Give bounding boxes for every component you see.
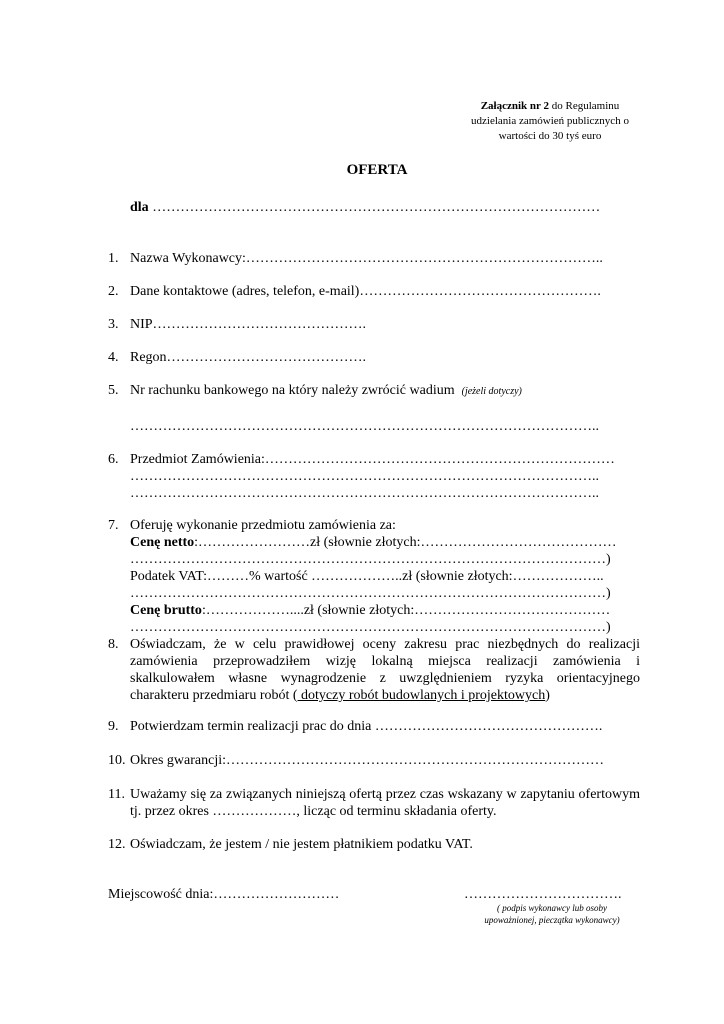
contact-details-field[interactable]: Dane kontaktowe (adres, telefon, e-mail)……………………………………………. bbox=[130, 284, 601, 299]
site-inspection-text: Oświadczam, że w celu prawidłowej oceny zakresu prac niezbędnych do realizacji zamówienia przeprowadziłem wizję lokalną miejsca realizacji zamówienia i skalkulowałem własne wynagrodzenie z uwzględnieniem ryzyka orientacyjnego charakteru przedmiaru robót ( bbox=[130, 637, 640, 703]
price-offer-label: Oferuję wykonanie przedmiotu zamówienia za: bbox=[130, 518, 396, 533]
site-inspection-end: ) bbox=[545, 688, 550, 703]
document-title: OFERTA bbox=[346, 162, 408, 178]
annex-regulation: do Regulaminu bbox=[548, 100, 620, 112]
place-date-field[interactable]: Miejscowość dnia:……………………… bbox=[108, 887, 340, 902]
order-subject-field[interactable]: Przedmiot Zamówienia:………………………………………………………………… bbox=[130, 452, 615, 467]
gross-price-words-field[interactable]: …………………………………………………………………………………………) bbox=[130, 620, 611, 635]
gross-price-dots: :………………....zł (słownie złotych:…………………………………… bbox=[201, 603, 611, 618]
signature-note-line-2: upoważnionej, pieczątka wykonawcy) bbox=[484, 915, 620, 925]
item-6-number: 6. bbox=[108, 452, 119, 467]
item-9-number: 9. bbox=[108, 719, 119, 734]
annex-line-2: udzielania zamówień publicznych o bbox=[471, 115, 629, 127]
nip-field[interactable]: NIP………………………………………. bbox=[130, 317, 367, 332]
recipient-line[interactable] bbox=[130, 199, 600, 217]
net-price-label: Cenę netto bbox=[130, 535, 195, 550]
warranty-field[interactable]: Okres gwarancji:……………………………………………………………………… bbox=[130, 753, 605, 768]
signature-field[interactable]: ……………………………. bbox=[464, 887, 622, 902]
vat-field[interactable]: Podatek VAT:………% wartość ………………..zł (słownie złotych:……………….. bbox=[130, 569, 604, 584]
recipient-dots: …………………………………………………………………………………… bbox=[148, 200, 601, 215]
net-price-dots: :……………………zł (słownie złotych:…………………………………… bbox=[194, 535, 617, 550]
item-4-number: 4. bbox=[108, 350, 119, 365]
signature-note bbox=[462, 902, 642, 926]
bank-account-label bbox=[130, 382, 522, 401]
item-12-number: 12. bbox=[108, 837, 126, 852]
vat-payer-statement: Oświadczam, że jestem / nie jestem płatnikiem podatku VAT. bbox=[130, 837, 473, 852]
order-subject-dots-1[interactable]: ……………………………………………………………………………………….. bbox=[130, 469, 599, 484]
site-inspection-statement bbox=[130, 636, 640, 704]
net-price-field[interactable] bbox=[130, 534, 616, 552]
item-2-number: 2. bbox=[108, 284, 119, 299]
site-inspection-underlined: dotyczy robót budowlanych i projektowych bbox=[297, 688, 546, 703]
vat-words-field[interactable]: …………………………………………………………………………………………) bbox=[130, 586, 611, 601]
gross-price-label: Cenę brutto bbox=[130, 603, 202, 618]
bank-account-text: Nr rachunku bankowego na który należy zwrócić wadium bbox=[130, 383, 455, 398]
order-subject-dots-2[interactable]: ……………………………………………………………………………………….. bbox=[130, 486, 599, 501]
bank-account-field[interactable]: ……………………………………………………………………………………….. bbox=[130, 419, 599, 434]
net-price-words-field[interactable]: …………………………………………………………………………………………) bbox=[130, 552, 611, 567]
bank-account-note: (jeżeli dotyczy) bbox=[461, 386, 522, 397]
recipient-label: dla bbox=[130, 200, 149, 215]
item-3-number: 3. bbox=[108, 317, 119, 332]
item-1-number: 1. bbox=[108, 251, 119, 266]
item-10-number: 10. bbox=[108, 753, 126, 768]
signature-note-line-1: ( podpis wykonawcy lub osoby bbox=[497, 903, 607, 913]
item-7-number: 7. bbox=[108, 518, 119, 533]
item-11-number: 11. bbox=[108, 787, 125, 802]
annex-line-3: wartości do 30 tyś euro bbox=[498, 130, 602, 142]
binding-period-statement: Uważamy się za związanych niniejszą ofertą przez czas wskazany w zapytaniu ofertowym tj. przez okres ………………, licząc od terminu składania oferty. bbox=[130, 787, 640, 819]
gross-price-field[interactable] bbox=[130, 602, 610, 620]
annex-number: Załącznik nr 2 bbox=[480, 100, 549, 112]
contractor-name-field[interactable]: Nazwa Wykonawcy:………………………………………………………………….. bbox=[130, 251, 603, 266]
annex-header bbox=[440, 99, 660, 144]
completion-date-field[interactable]: Potwierdzam termin realizacji prac do dnia …………………………………………. bbox=[130, 719, 603, 734]
regon-field[interactable]: Regon……………………………………. bbox=[130, 350, 367, 365]
item-5-number: 5. bbox=[108, 383, 119, 398]
item-8-number: 8. bbox=[108, 637, 119, 652]
